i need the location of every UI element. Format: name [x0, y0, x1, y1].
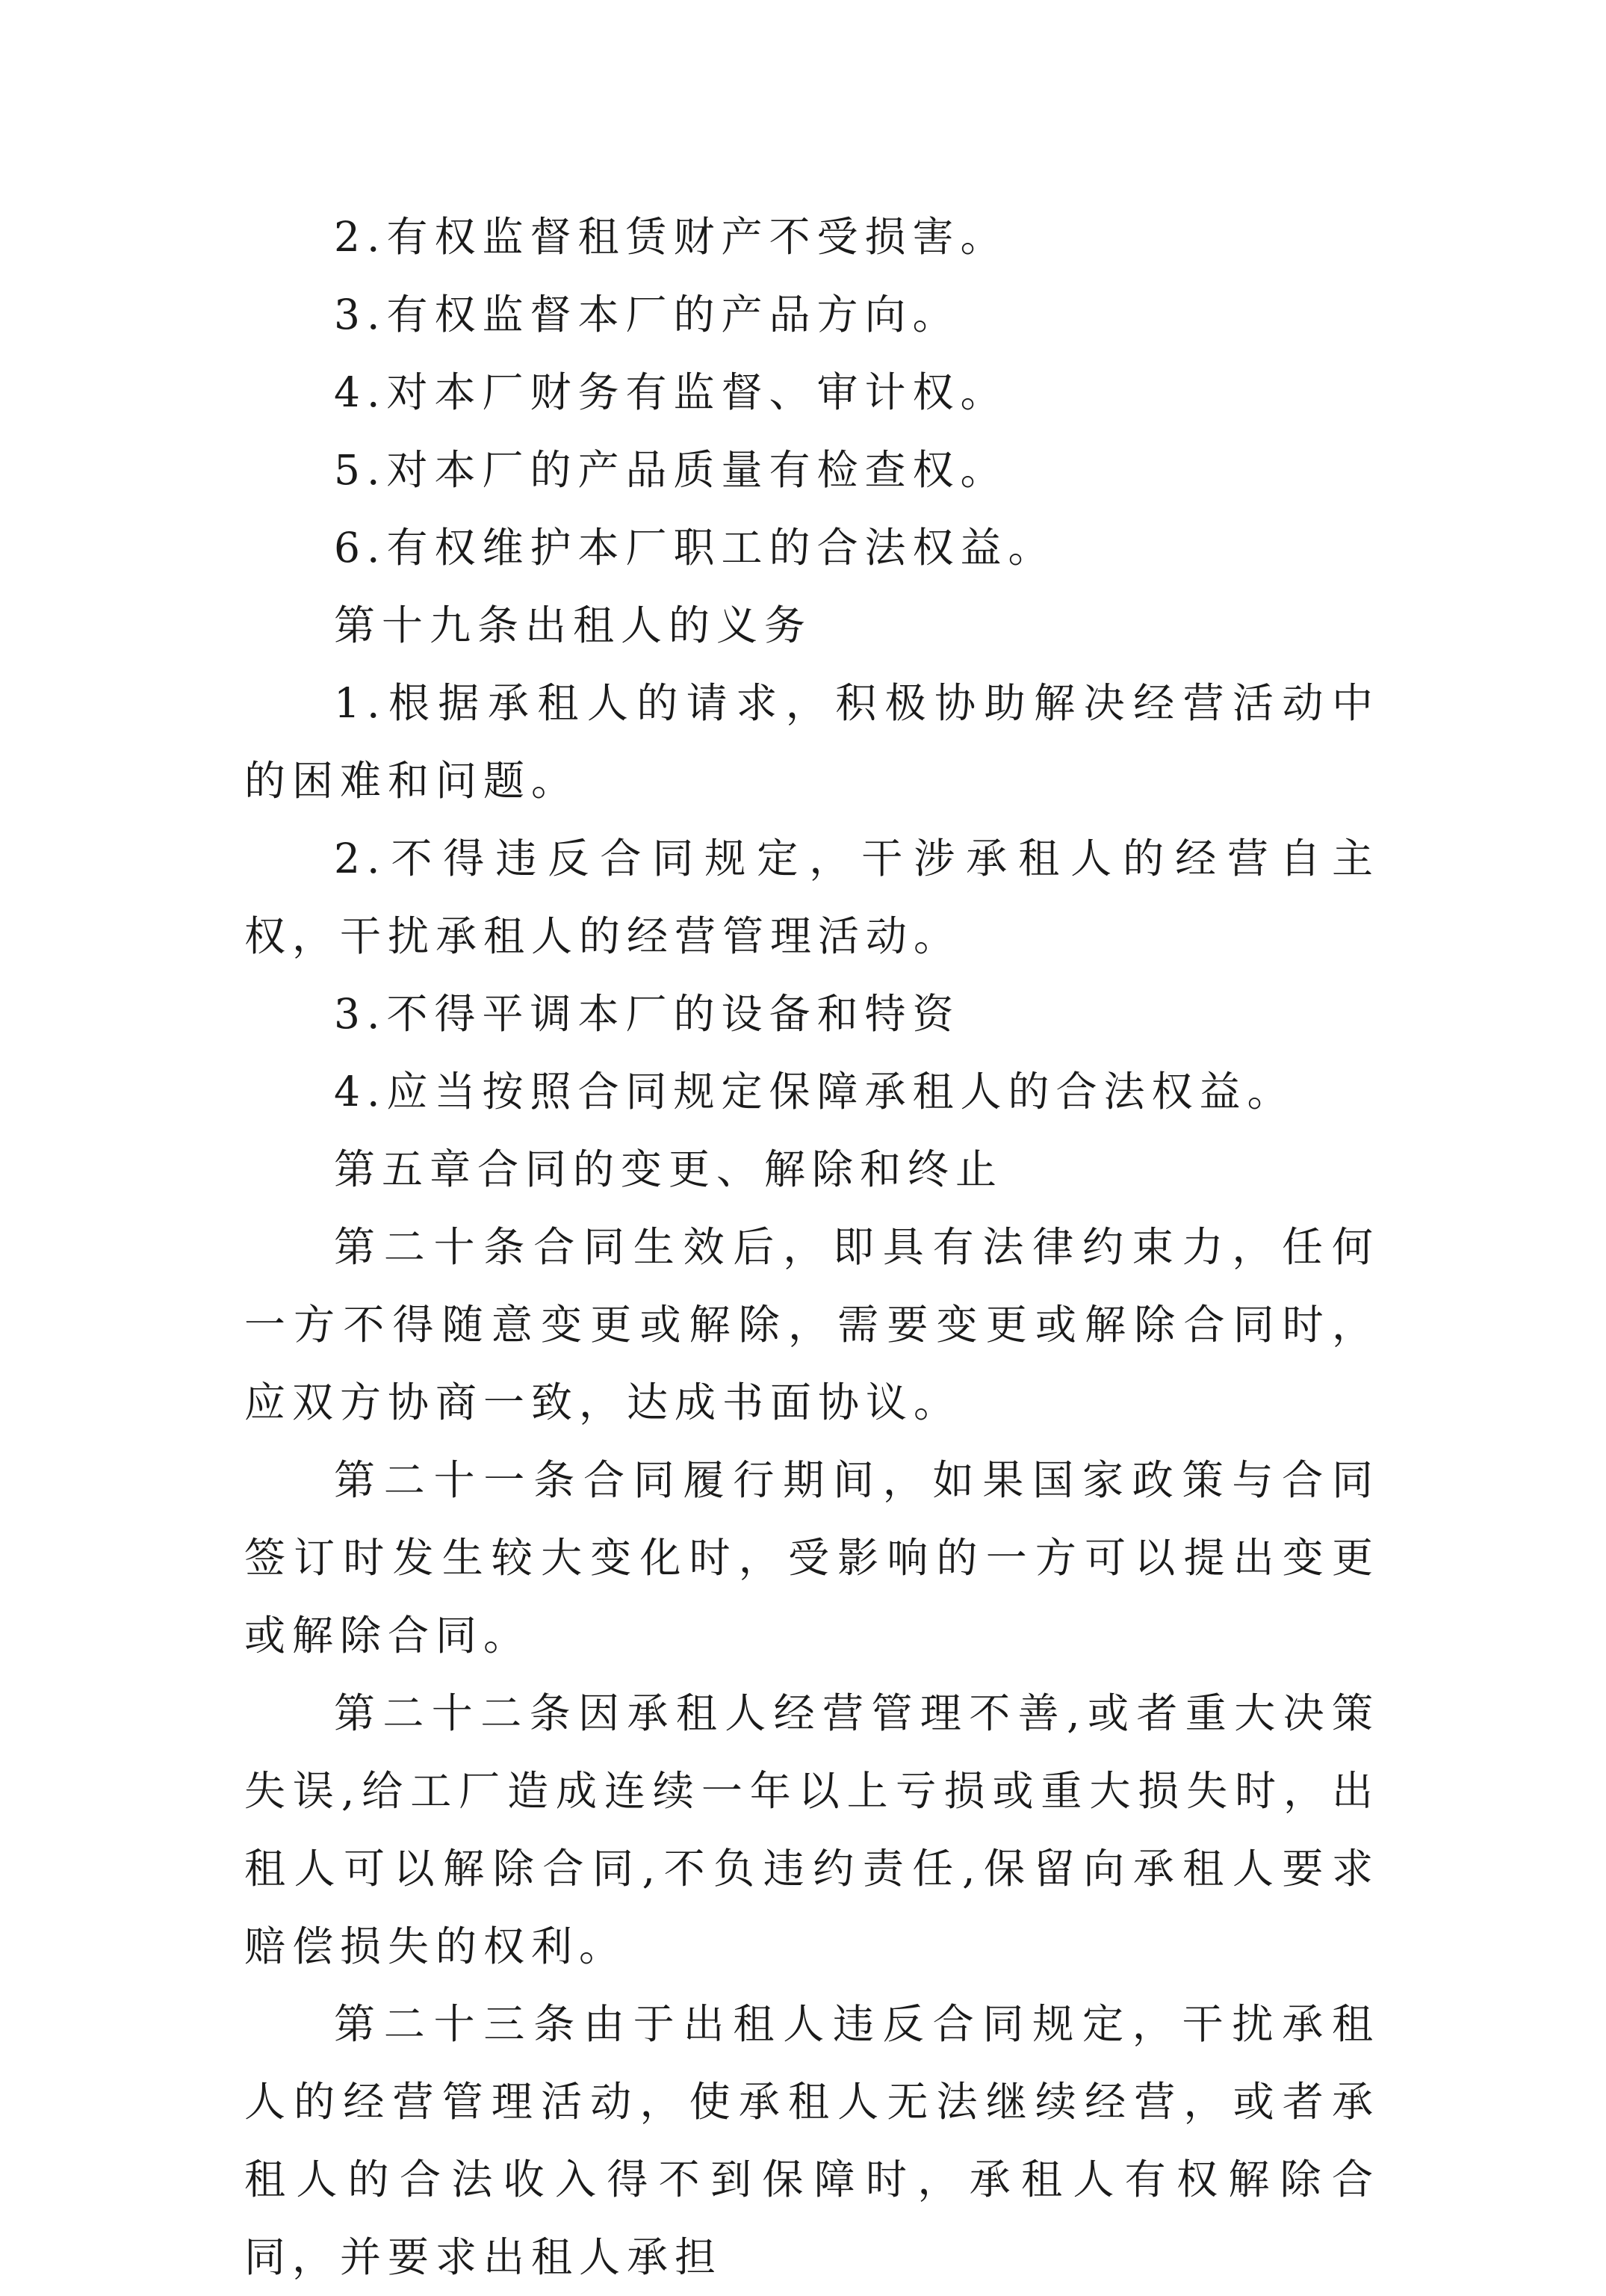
article-22: 第二十二条因承租人经营管理不善,或者重大决策失误,给工厂造成连续一年以上亏损或重大损失时，出租人可以解除合同,不负违约责任,保留向承租人要求赔偿损失的权利。 [244, 1689, 1380, 1970]
article-20: 第二十条合同生效后，即具有法律约束力，任何一方不得随意变更或解除，需要变更或解除合同时，应双方协商一致，达成书面协议。 [244, 1223, 1380, 1426]
paragraph-duty-2: 2.不得违反合同规定，干涉承租人的经营自主权，干扰承租人的经营管理活动。 [244, 835, 1380, 960]
contract-text [244, 198, 1380, 2296]
article-19-heading: 第十九条出租人的义务 [334, 601, 813, 649]
paragraph-clause-3-supervise-product: 3.有权监督本厂的产品方向。 [334, 291, 961, 338]
article-21: 第二十一条合同履行期间，如果国家政策与合同签订时发生较大变化时，受影响的一方可以提出变更或解除合同。 [244, 1456, 1380, 1659]
paragraph-duty-1: 1.根据承租人的请求，积极协助解决经营活动中的困难和问题。 [244, 679, 1380, 805]
paragraph-clause-2-supervise-property: 2.有权监督租赁财产不受损害。 [334, 213, 1008, 261]
paragraph-duty-3: 3.不得平调本厂的设备和特资 [334, 990, 961, 1038]
paragraph-clause-5-quality: 5.对本厂的产品质量有检查权。 [334, 446, 1008, 494]
paragraph-clause-6-worker-rights: 6.有权维护本厂职工的合法权益。 [334, 524, 1056, 572]
article-23: 第二十三条由于出租人违反合同规定，干扰承租人的经营管理活动，使承租人无法继续经营，或者承租人的合法收入得不到保障时，承租人有权解除合同，并要求出租人承担 [244, 2000, 1380, 2281]
paragraph-clause-4-audit: 4.对本厂财务有监督、审计权。 [334, 368, 1008, 416]
chapter-5-heading: 第五章合同的变更、解除和终止 [334, 1145, 1004, 1193]
paragraph-duty-4: 4.应当按照合同规定保障承租人的合法权益。 [334, 1068, 1295, 1115]
